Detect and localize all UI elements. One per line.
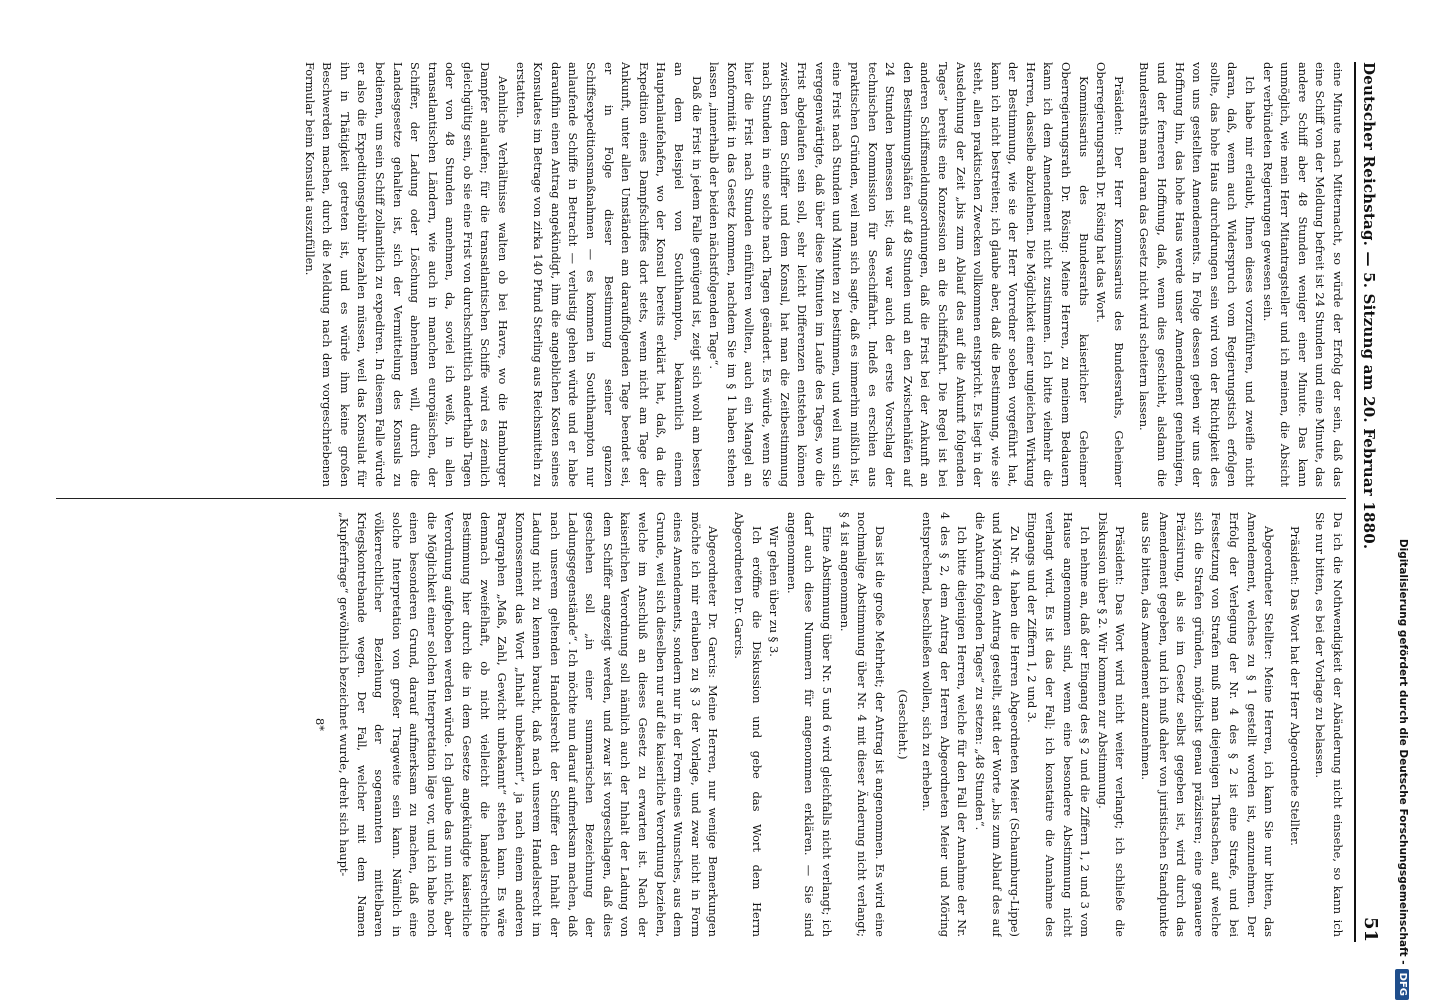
page-title: Deutscher Reichstag. — 5. Sitzung am 20. Februar 1880. [1360, 62, 1378, 550]
paragraph: Abgeordneter Dr. Garcis: Meine Herren, nur wenige Bemerkungen möchte ich mir erlauben zu § 3 der Vorlage, und zwar nicht in Form eines Amendements, sondern nur in der Form eines Wunsches, aus dem Grunde, weil sich dieselben nur auf die kaiserliche Verordnung beziehen, welche im Anschluß an dieses Gesetz zu erwarten ist. Nach der kaiserlichen Verordnung soll nämlich auch der Inhalt der Ladung von dem Schiffer angezeigt werden, und zwar ist vorgeschlagen, daß dies geschehen soll „in einer summarischen Bezeichnung der Ladungsgegenstände“. Ich möchte nun darauf aufmerksam machen, daß nach unserem geltenden Handelsrecht der Schiffer den Inhalt der Ladung nicht zu kennen braucht, daß nach unserem Handelsrecht im Konnossement das Wort „Inhalt unbekannt“, ja nach einem anderen Paragraphen „Maß, Zahl, Gewicht unbekannt“ stehen kann. Es wäre demnach zweifelhaft, ob nicht vielleicht die handelsrechtliche Bestimmung hier durch die in dem Gesetze angekündigte kaiserliche Verordnung aufgehoben werden würde. Ich glaube das nun nicht, aber die Möglichkeit einer solchen Interpretation läge vor, und ich habe noch einen besonderen Grund, darauf aufmerksam zu machen, daß eine solche Interpretation von großer Tragweite sein kann. Nämlich in völkerrechtlicher Beziehung der sogenannten mittelbaren Kriegskontrebande wegen. Der Fall, welcher mit dem Namen „Kupferfrage“ gewöhnlich bezeichnet wurde, dreht sich haupt- [336, 512, 721, 937]
page-body [8, 0, 1408, 1000]
paragraph: Das ist die große Mehrheit; der Antrag ist angenommen. Es wird eine nochmalige Abstimmung über Nr. 4 mit dieser Änderung nicht verlangt; § 4 ist angenommen. [837, 512, 887, 937]
paragraph: Daß die Frist in jedem Falle genügend ist, zeigt sich wohl am besten an dem Beispiel von Southhampton, bekanntlich einem Hauptanlaufehafen, wo der Konsul bereits erklärt hat, daß, da die Expedition eines Dampfschiffes dort stets, wenn nicht am Tage der Ankunft, unter allen Umständen am darauffolgenden Tage beendet sei, er in Folge dieser Bestimmung seiner ganzen Schiffsexpeditionsmaßnahmen — es kommen in Southhampton nur anlaufende Schiffe in Betracht — verlustig gehen würde und er habe daraufhin einen Antrag angekündigt, ihm die angeblichen Kosten seines Konsulates im Betrage von zirka 140 Pfund Sterling aus Reichsmitteln zu erstatten. [513, 62, 704, 487]
paragraph: Ich nehme an, daß der Eingang des § 2 und die Ziffern 1, 2 und 3 vom Hause angenommen sind, wenn eine besondere Abstimmung nicht verlangt wird. Es ist das der Fall; ich konstatire die Annahme des Eingangs und der Ziffern 1, 2 und 3. [1025, 512, 1093, 937]
paragraph: Ich eröffne die Diskussion und gebe das Wort dem Herrn Abgeordneten Dr. Garcis. [732, 512, 764, 937]
paragraph: Ich habe mir erlaubt, Ihnen dieses vorzuführen, und zweifle nicht daran, daß, wenn auch Widerspruch vom Regierungstisch erfolgen sollte, das hohe Haus durchdrungen sein wird von der Richtigkeit des von uns gestellten Amendements. In Folge dessen geben wir uns der Hoffnung hin, das hohe Haus werde unser Amendement genehmigen, und der ferneren Hoffnung, daß, wenn dies geschieht, alsdann die Bundesraths man daran das Gesetz nicht wird scheitern lassen. [1137, 62, 1258, 487]
paragraph: Präsident: Der Herr Kommissarius des Bundesraths, Geheimer Oberregierungsrath Dr. Rösing hat das Wort. [1094, 62, 1126, 487]
page-header [1354, 62, 1388, 942]
paragraph: Eine Abstimmung über Nr. 5 und 6 wird gleichfalls nicht verlangt; ich darf auch diese Nummern für angenommen erklären. — Sie sind angenommen. [784, 512, 834, 937]
paragraph: eine Minute nach Mitternacht, so würde der Erfolg der sein, daß das eine Schiff von der Meldung befreit ist 24 Stunden und eine Minute, das andere Schiff aber 48 Stunden weniger einer Minute. Das kann unmöglich, wie mein Herr Mitantragsteller und ich meinen, die Absicht der verbündeten Regierungen gewesen sein. [1260, 62, 1345, 487]
paragraph: Ich bitte diejenigen Herren, welche für den Fall der Annahme der Nr. 4 des § 2, dem Antrag der Herren Abgeordneten Meier und Möring entsprechend, beschließen wollen, sich zu erheben. [919, 512, 970, 937]
column-divider [56, 498, 1346, 499]
digitization-note [1394, 0, 1424, 1000]
digitization-credit-text: Digitalisierung gefördert durch die Deutsche Forschungsgemeinschaft - [1397, 538, 1409, 965]
paragraph: Wir gehen über zu § 3. [767, 526, 782, 657]
paragraph: 8* [313, 718, 328, 731]
page-number: 51 [1360, 916, 1381, 942]
paragraph: Aehnliche Verhältnisse walten ob bei Havre, wo die Hamburger Dampfer anlaufen; für die transatlantischen Schiffe wird es ziemlich gleichgültig sein, ob sie eine Frist von durchschnittlich anderthalb Tagen oder von 48 Stunden annehmen, da, soviel ich weiß, in allen transatlantischen Ländern, wie auch in manchen europäischen, der Schiffer, der Ladung oder Löschung abnehmen will, durch die Landesgesetze gehalten ist, sich der Vermittelung des Konsuls zu bedienen, um sein Schiff zollamtlich zu expediren. In diesem Falle würde er also die Expeditionsgebühr bezahlen müssen, weil das Konsulat für ihn in Thätigkeit getreten ist, und es würde ihm keine großen Beschwerden machen, durch die Meldung nach dem vorgeschriebenen Formular beim Konsulat auszufüllen. [302, 62, 511, 487]
text-column-right [46, 512, 1346, 937]
paragraph: (Geschieht.) [896, 689, 911, 760]
paragraph: Zu Nr. 4 haben die Herren Abgeordneten Meier (Schaumburg-Lippe) und Möring den Antrag gestellt, statt der Worte „bis zum Ablauf des auf die Ankunft folgenden Tages“ zu setzen: „48 Stunden“. [972, 512, 1022, 937]
digitization-credit [1388, 0, 1418, 1000]
paragraph: Da ich die Nothwendigkeit der Abänderung nicht einsehe, so kann ich Sie nur bitten, es bei der Vorlage zu belassen. [1313, 512, 1345, 937]
paragraph: Kommissarius des Bundesraths kaiserlicher Geheimer Oberregierungsrath Dr. Rösing: Meine Herren, zu meinem Bedauern kann ich dem Amendement nicht zustimmen. Ich bitte vielmehr die Herren, dasselbe abzulehnen. Die Möglichkeit einer ungleichen Wirkung der Bestimmung, wie sie der Herr Vorredner soeben vorgeführt hat, kann ich nicht bestreiten; ich glaube aber, daß die Bestimmung, wie sie steht, allen praktischen Zwecken vollkommen entspricht. Es liegt in der Ausdehnung der Zeit „bis zum Ablauf des auf die Ankunft folgenden Tages“ bereits eine Konzession an die Schiffsfahrt. Die Regel ist bei anderen Schiffsmeldungsordnungen, daß die Frist bei der Ankunft an den Bestimmungshäfen auf 48 Stunden und an den Zwischenhäfen auf 24 Stunden bemessen ist; das war auch der erste Vorschlag der technischen Kommission für Seeschiffahrt. Indeß es erschien aus praktischen Gründen, weil man sich sagte, daß es immerhin mißlich ist, eine Frist nach Stunden und Minuten zu bestimmen, und weil nun sich vergegenwärtigte, daß über diese Minuten im Laufe des Tages, wo die Frist abgelaufen sein soll, sehr leicht Differenzen entstehen können zwischen dem Schiffer und dem Konsul, hat man die Zeitbestimmung nach Stunden in eine solche nach Tagen geändert. Es würde, wenn Sie hier die Frist nach Stunden einführen wollten, auch ein Mangel an Konformität in das Gesetz kommen, nachdem Sie im § 1 haben stehen lassen „innerhalb der beiden nächstfolgenden Tage“. [707, 62, 1091, 487]
rotated-page-content [8, 0, 1408, 1000]
paragraph: Abgeordneter Stellter: Meine Herren, ich kann Sie nur bitten, das Amendement, welches zu § 1 gestellt worden ist, anzunehmen. Der Erfolg der Verlegung der Nr. 4 des § 2 ist eine Strafe, und bei Festsetzung von Strafen muß man diejenigen Thatsachen, auf welche sich die Strafen gründen, möglichst genau präzisiren; eine genauere Präzisirung, als sie im Gesetz selbst gegeben ist, wird durch das Amendement gegeben, und ich muß daher von juristischen Standpunkte aus Sie bitten, das Amendement anzunehmen. [1139, 512, 1277, 937]
dfg-logo: DFG [1395, 969, 1409, 1000]
paragraph: Präsident: Das Wort wird nicht weiter verlangt; ich schließe die Diskussion über § 2. Wir kommen zur Abstimmung. [1095, 512, 1128, 937]
paragraph: Präsident: Das Wort hat der Herr Abgeordnete Stellter. [1287, 526, 1302, 846]
text-column-left [46, 62, 1346, 487]
